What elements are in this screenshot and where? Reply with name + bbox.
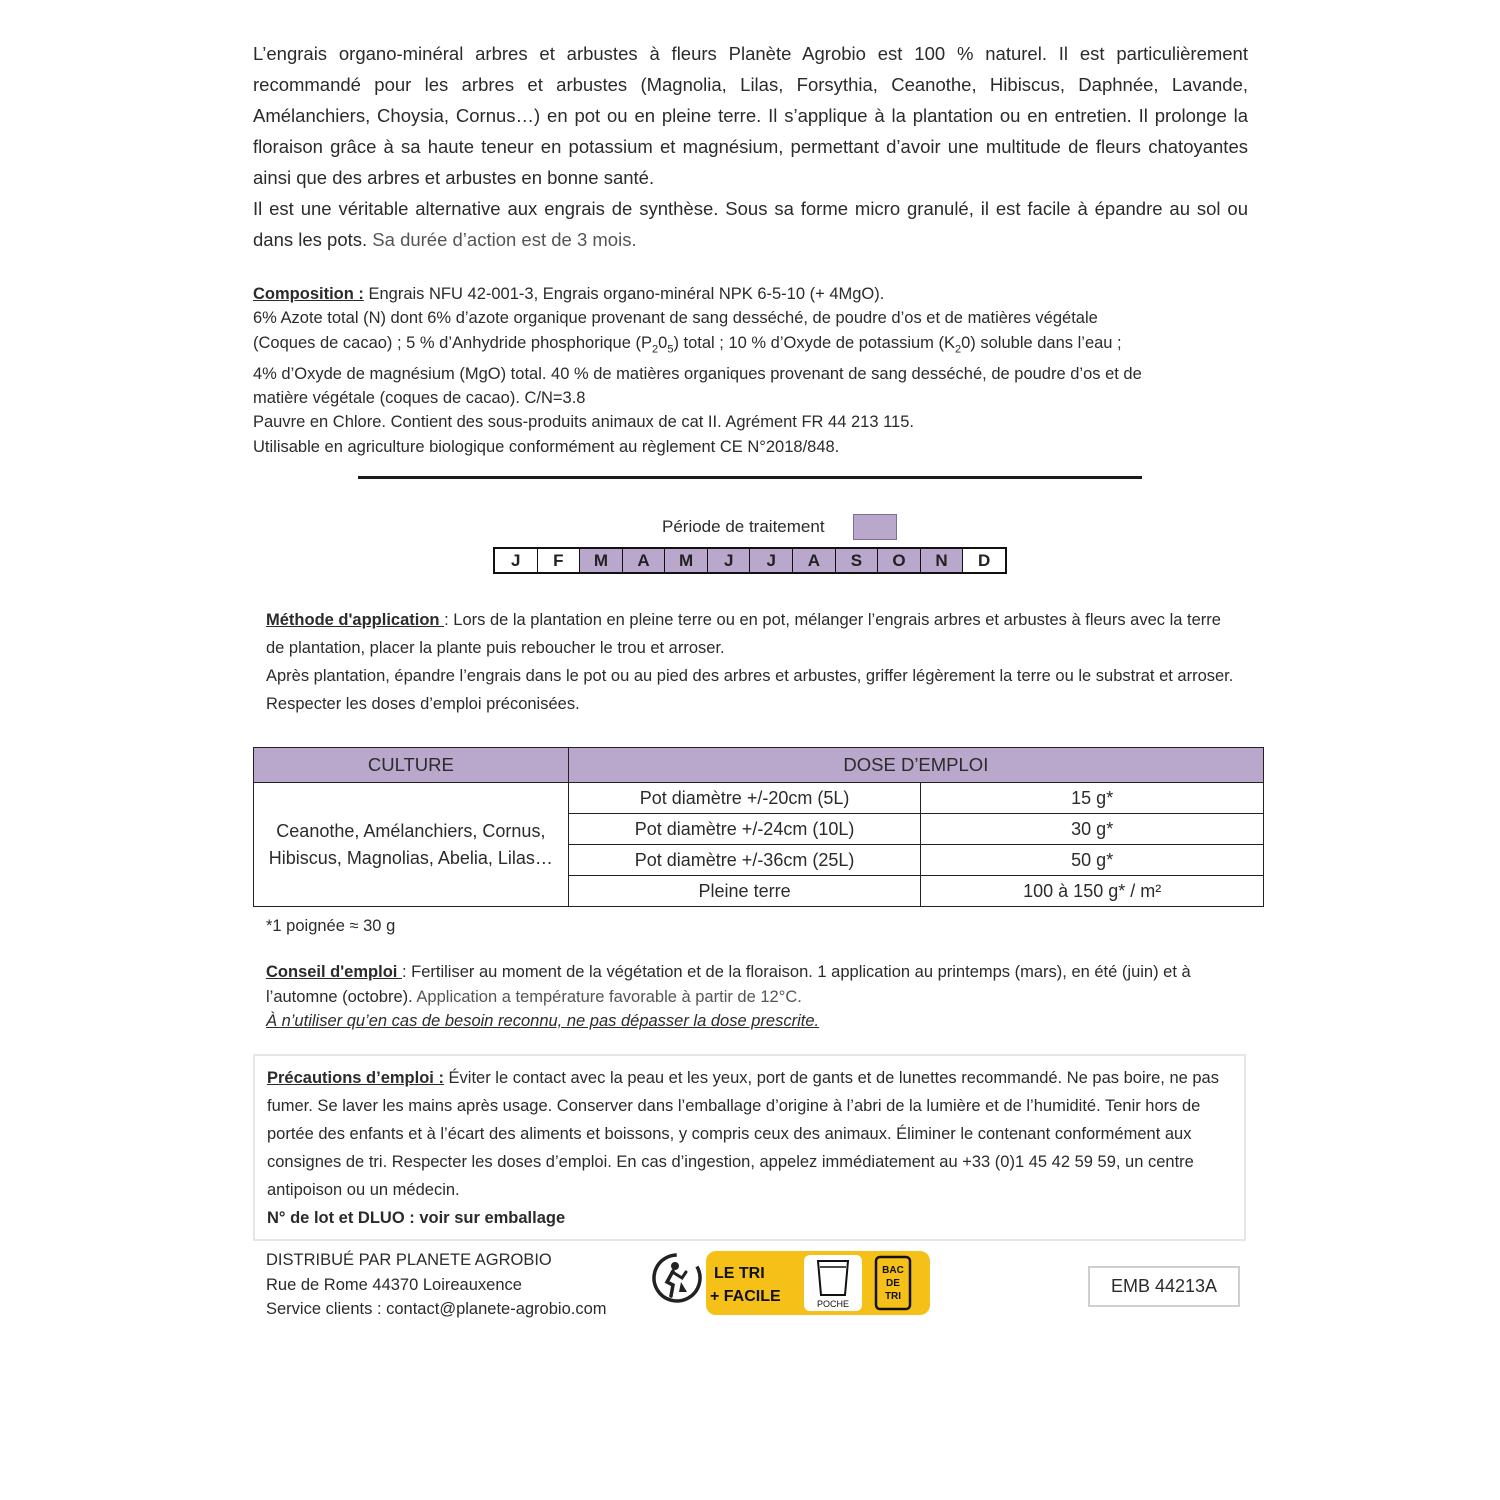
condition-cell: Pot diamètre +/-24cm (10L)	[568, 814, 921, 845]
logo-tri: TRI	[884, 1291, 902, 1302]
header-culture: CULTURE	[254, 748, 569, 783]
month-cell: S	[836, 549, 879, 572]
precaution-label: Précautions d’emploi :	[267, 1069, 444, 1087]
month-cell: A	[623, 549, 666, 572]
period-swatch	[853, 514, 897, 540]
period-label: Période de traitement	[662, 517, 825, 536]
intro-paragraph-2	[253, 193, 1248, 255]
method-section	[266, 606, 1241, 718]
month-cell: A	[793, 549, 836, 572]
distributor-name: DISTRIBUÉ PAR PLANETE AGROBIO	[266, 1251, 552, 1269]
distributor-contact: Service clients : contact@planete-agrobio.com	[266, 1300, 607, 1318]
logo-de: DE	[886, 1278, 900, 1289]
conseil-section	[266, 960, 1241, 1034]
intro-duration: Sa durée d’action est de 3 mois.	[367, 229, 637, 250]
table-row	[254, 783, 1264, 814]
month-cell: O	[878, 549, 921, 572]
dose-cell: 100 à 150 g* / m²	[921, 876, 1264, 907]
precaution-box	[253, 1054, 1246, 1241]
method-label: Méthode d'application	[266, 611, 445, 629]
condition-cell: Pot diamètre +/-20cm (5L)	[568, 783, 921, 814]
intro-text	[253, 38, 1248, 255]
precaution-paragraph: Précautions d’emploi : Éviter le contact avec la peau et les yeux, port de gants et de lunettes recommandé. Ne pas boire, ne pas fumer. Se laver les mains après usage. Conserver dans l’emballage d’origine à l’abri de la lumière et de l’humidité. Tenir hors de portée des enfants et à l’écart des aliments et boissons, y compris ceux des animaux. Éliminer le contenant conformément aux consignes de tri. Respecter les doses d’emploi. En cas d’ingestion, appelez immédiatement au +33 (0)1 45 42 59 59, un centre antipoison ou un médecin.	[267, 1069, 1219, 1199]
composition-line-4: 4% d’Oxyde de magnésium (MgO) total. 40 % de matières organiques provenant de sang desséché, de poudre d’os et de	[253, 364, 1142, 383]
dose-cell: 15 g*	[921, 783, 1264, 814]
month-cell: J	[708, 549, 751, 572]
lot-info: N° de lot et DLUO : voir sur emballage	[267, 1209, 566, 1227]
month-cell: D	[978, 551, 991, 570]
composition-line-3: (Coques de cacao) ; 5 % d’Anhydride phosphorique $(P_20_5)$ total ; 10 % d’Oxyde de potassium $(K_20)$ soluble dans l’eau ;	[253, 333, 1122, 356]
logo-bac: BAC	[882, 1265, 904, 1276]
composition-line-7: Utilisable en agriculture biologique conformément au règlement CE N°2018/848.	[253, 437, 840, 456]
month-cell: F	[538, 549, 581, 572]
condition-cell: Pot diamètre +/-36cm (25L)	[568, 845, 921, 876]
conseil-label: Conseil d'emploi	[266, 963, 402, 981]
distributor-block	[266, 1248, 607, 1322]
logo-poche: POCHE	[816, 1299, 850, 1309]
emb-code: EMB 44213A	[1088, 1266, 1240, 1307]
intro-paragraph-2-main: Il est une véritable alternative aux engrais de synthèse. Sous sa forme micro granulé, il est facile à épandre au sol ou dans les pots.	[253, 198, 1248, 250]
conseil-warning: À n’utiliser qu’en cas de besoin reconnu, ne pas dépasser la dose prescrite.	[266, 1012, 820, 1030]
composition-line-6: Pauvre en Chlore. Contient des sous-produits animaux de cat II. Agrément FR 44 213 115.	[253, 413, 914, 432]
composition-label: Composition :	[253, 285, 364, 303]
distributor-address: Rue de Rome 44370 Loireauxence	[266, 1275, 522, 1294]
dose-table-header	[254, 748, 1264, 783]
dose-cell: 30 g*	[921, 814, 1264, 845]
intro-paragraph-1: L’engrais organo-minéral arbres et arbustes à fleurs Planète Agrobio est 100 % naturel. Il est particulièrement recommandé pour les arbres et arbustes (Magnolia, Lilas, Forsythia, Ceanothe, Hibiscus, Daphnée, Lavande, Amélanchiers, Choysia, Cornus…) en pot ou en pleine terre. Il s’applique à la plantation ou en entretien. Il prolonge la floraison grâce à sa haute teneur en potassium et magnésium, permettant d’avoir une multitude de fleurs chatoyantes ainsi que des arbres et arbustes en bonne santé.	[253, 43, 1248, 188]
composition-line-5: matière végétale (coques de cacao). C/N=3.8	[253, 388, 586, 407]
month-cell: J	[495, 549, 538, 572]
conseil-paragraph: Conseil d'emploi : Fertiliser au moment de la végétation et de la floraison. 1 application au printemps (mars), en été (juin) et à l’automne (octobre). Application a température favorable à partir de 12°C.	[266, 963, 1191, 1006]
composition-section	[253, 282, 1243, 459]
composition-line-2: 6% Azote total (N) dont 6% d’azote organique provenant de sang desséché, de poudre d’os et de matières végétale	[253, 309, 1098, 328]
month-cell: N	[921, 549, 964, 572]
composition-line-1: Composition : Engrais NFU 42-001-3, Engrais organo-minéral NPK 6-5-10 (+ 4MgO).	[253, 285, 885, 303]
dose-footnote: *1 poignée ≈ 30 g	[266, 917, 396, 935]
le-tri-plus-facile-logo	[706, 1251, 930, 1315]
header-dose: DOSE D’EMPLOI	[568, 748, 1263, 783]
dose-table	[253, 747, 1264, 907]
condition-cell: Pleine terre	[568, 876, 921, 907]
month-cell: M	[580, 549, 623, 572]
month-cell: J	[750, 549, 793, 572]
month-calendar	[493, 547, 1007, 574]
month-cell: M	[665, 549, 708, 572]
logo-le-tri: LE TRI	[714, 1265, 765, 1282]
logo-plus-facile: + FACILE	[710, 1288, 781, 1305]
triman-icon	[651, 1252, 703, 1304]
culture-cell: Ceanothe, Amélanchiers, Cornus, Hibiscus, Magnolias, Abelia, Lilas…	[254, 783, 569, 907]
method-paragraph-2: Après plantation, épandre l’engrais dans le pot ou au pied des arbres et arbustes, griffer légèrement la terre ou le substrat et arroser. Respecter les doses d’emploi préconisées.	[266, 667, 1234, 713]
dose-cell: 50 g*	[921, 845, 1264, 876]
method-paragraph-1: Méthode d'application : Lors de la plantation en pleine terre ou en pot, mélanger l’engrais arbres et arbustes à fleurs avec la terre de plantation, placer la plante puis reboucher le trou et arroser.	[266, 611, 1221, 657]
section-divider	[358, 476, 1142, 479]
